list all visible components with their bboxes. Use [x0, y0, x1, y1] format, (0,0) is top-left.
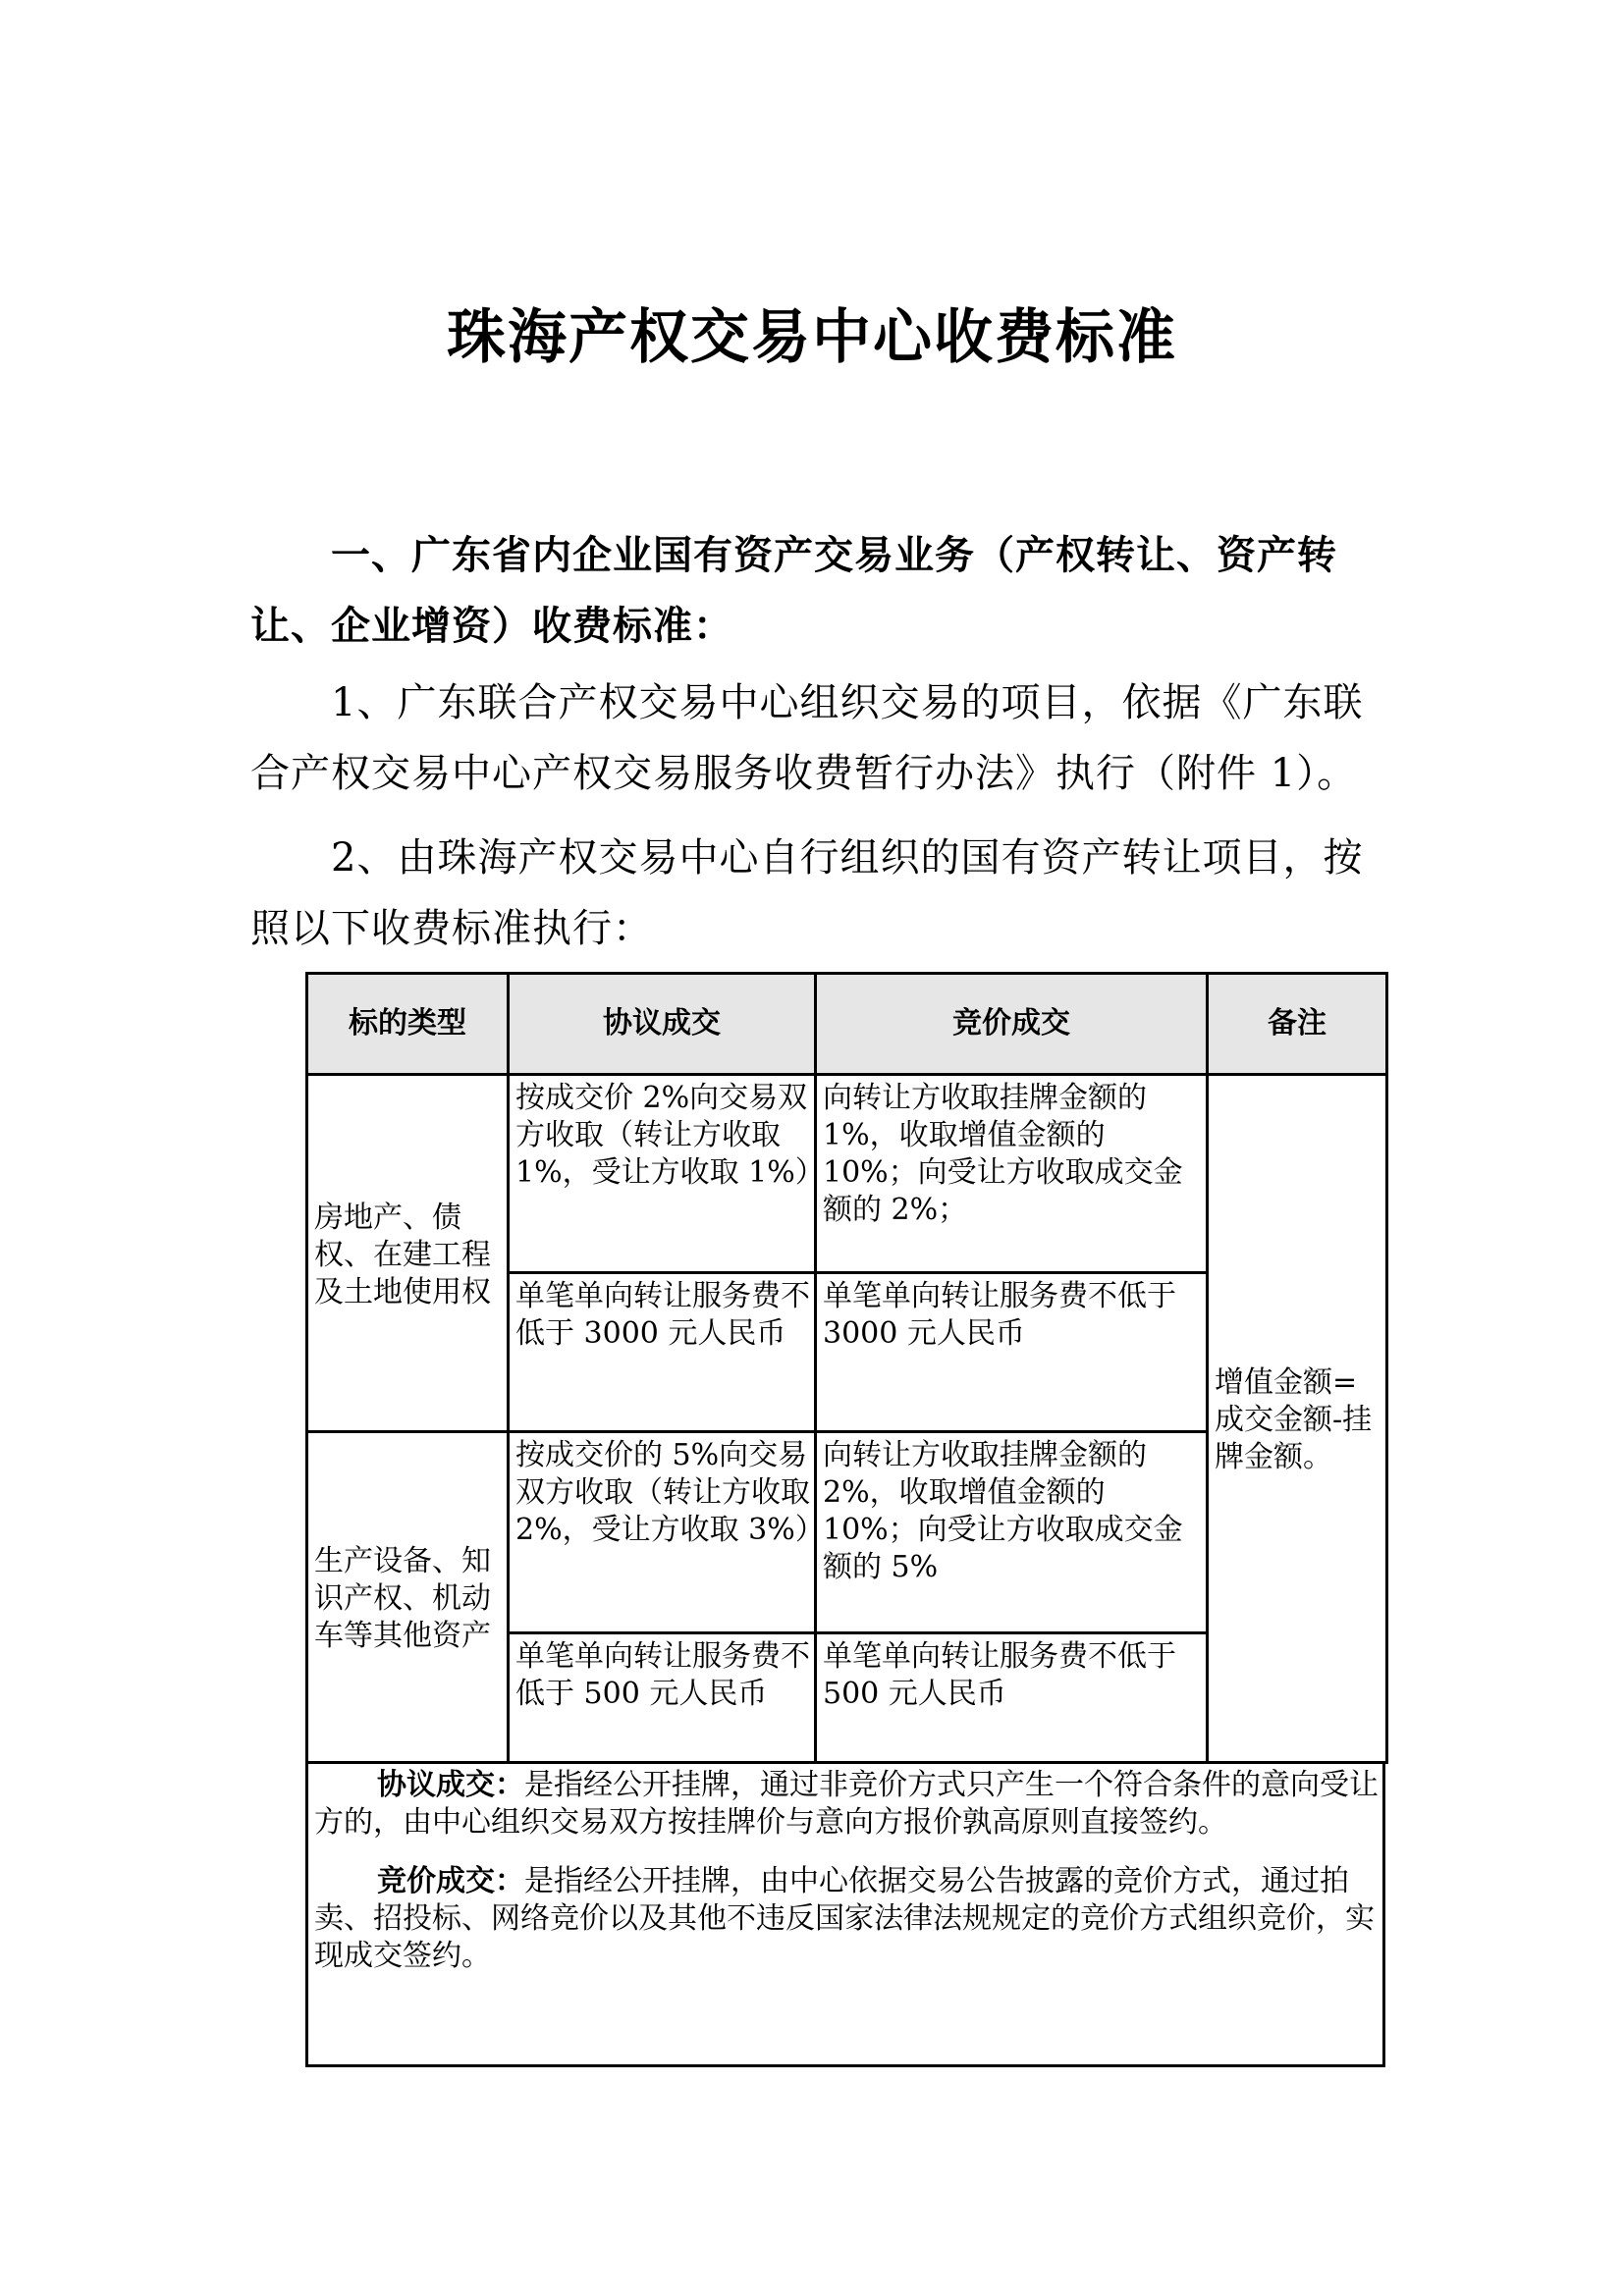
header-asset-type: 标的类型 — [307, 974, 509, 1075]
definition-term: 协议成交： — [377, 1768, 524, 1802]
auction-min-cell: 单笔单向转让服务费不低于 3000 元人民币 — [816, 1273, 1208, 1432]
asset-type-cell: 生产设备、知识产权、机动车等其他资产 — [307, 1432, 509, 1763]
fee-table — [305, 972, 1388, 1764]
agreement-min-cell: 单笔单向转让服务费不低于 500 元人民币 — [509, 1633, 816, 1763]
paragraph-item-1: 1、广东联合产权交易中心组织交易的项目，依据《广东联合产权交易中心产权交易服务收费暂行办法》执行（附件 1）。 — [250, 680, 1364, 796]
table-header-row — [307, 974, 1387, 1075]
agreement-rate-cell: 按成交价的 5%向交易双方收取（转让方收取 2%，受让方收取 3%） — [509, 1432, 816, 1633]
auction-min-cell: 单笔单向转让服务费不低于 500 元人民币 — [816, 1633, 1208, 1763]
definition-agreement — [314, 1767, 1380, 1842]
agreement-min-cell: 单笔单向转让服务费不低于 3000 元人民币 — [509, 1273, 816, 1432]
table-row — [307, 1075, 1387, 1273]
remark-cell: 增值金额=成交金额-挂牌金额。 — [1208, 1075, 1387, 1763]
auction-rate-cell: 向转让方收取挂牌金额的 1%，收取增值金额的 10%；向受让方收取成交金额的 2%； — [816, 1075, 1208, 1273]
asset-type-cell: 房地产、债权、在建工程及土地使用权 — [307, 1075, 509, 1432]
section-heading: 一、广东省内企业国有资产交易业务（产权转让、资产转让、企业增资）收费标准： — [250, 533, 1337, 649]
header-agreement: 协议成交 — [509, 974, 816, 1075]
agreement-rate-cell: 按成交价 2%向交易双方收取（转让方收取 1%，受让方收取 1%） — [509, 1075, 816, 1273]
auction-rate-cell: 向转让方收取挂牌金额的 2%，收取增值金额的 10%；向受让方收取成交金额的 5% — [816, 1432, 1208, 1633]
definition-text: 是指经公开挂牌，通过非竞价方式只产生一个符合条件的意向受让方的，由中心组织交易双方按挂牌价与意向方报价孰高原则直接签约。 — [314, 1768, 1379, 1840]
definition-term: 竞价成交： — [377, 1864, 524, 1898]
page-title: 珠海产权交易中心收费标准 — [447, 303, 1177, 372]
paragraph-item-2: 2、由珠海产权交易中心自行组织的国有资产转让项目，按照以下收费标准执行： — [250, 835, 1364, 951]
header-auction: 竞价成交 — [816, 974, 1208, 1075]
definition-text: 是指经公开挂牌，由中心依据交易公告披露的竞价方式，通过拍卖、招投标、网络竞价以及其他不违反国家法律法规规定的竞价方式组织竞价，实现成交签约。 — [314, 1864, 1375, 1973]
definitions — [314, 1767, 1380, 1997]
definition-auction — [314, 1863, 1380, 1975]
header-remark: 备注 — [1208, 974, 1387, 1075]
